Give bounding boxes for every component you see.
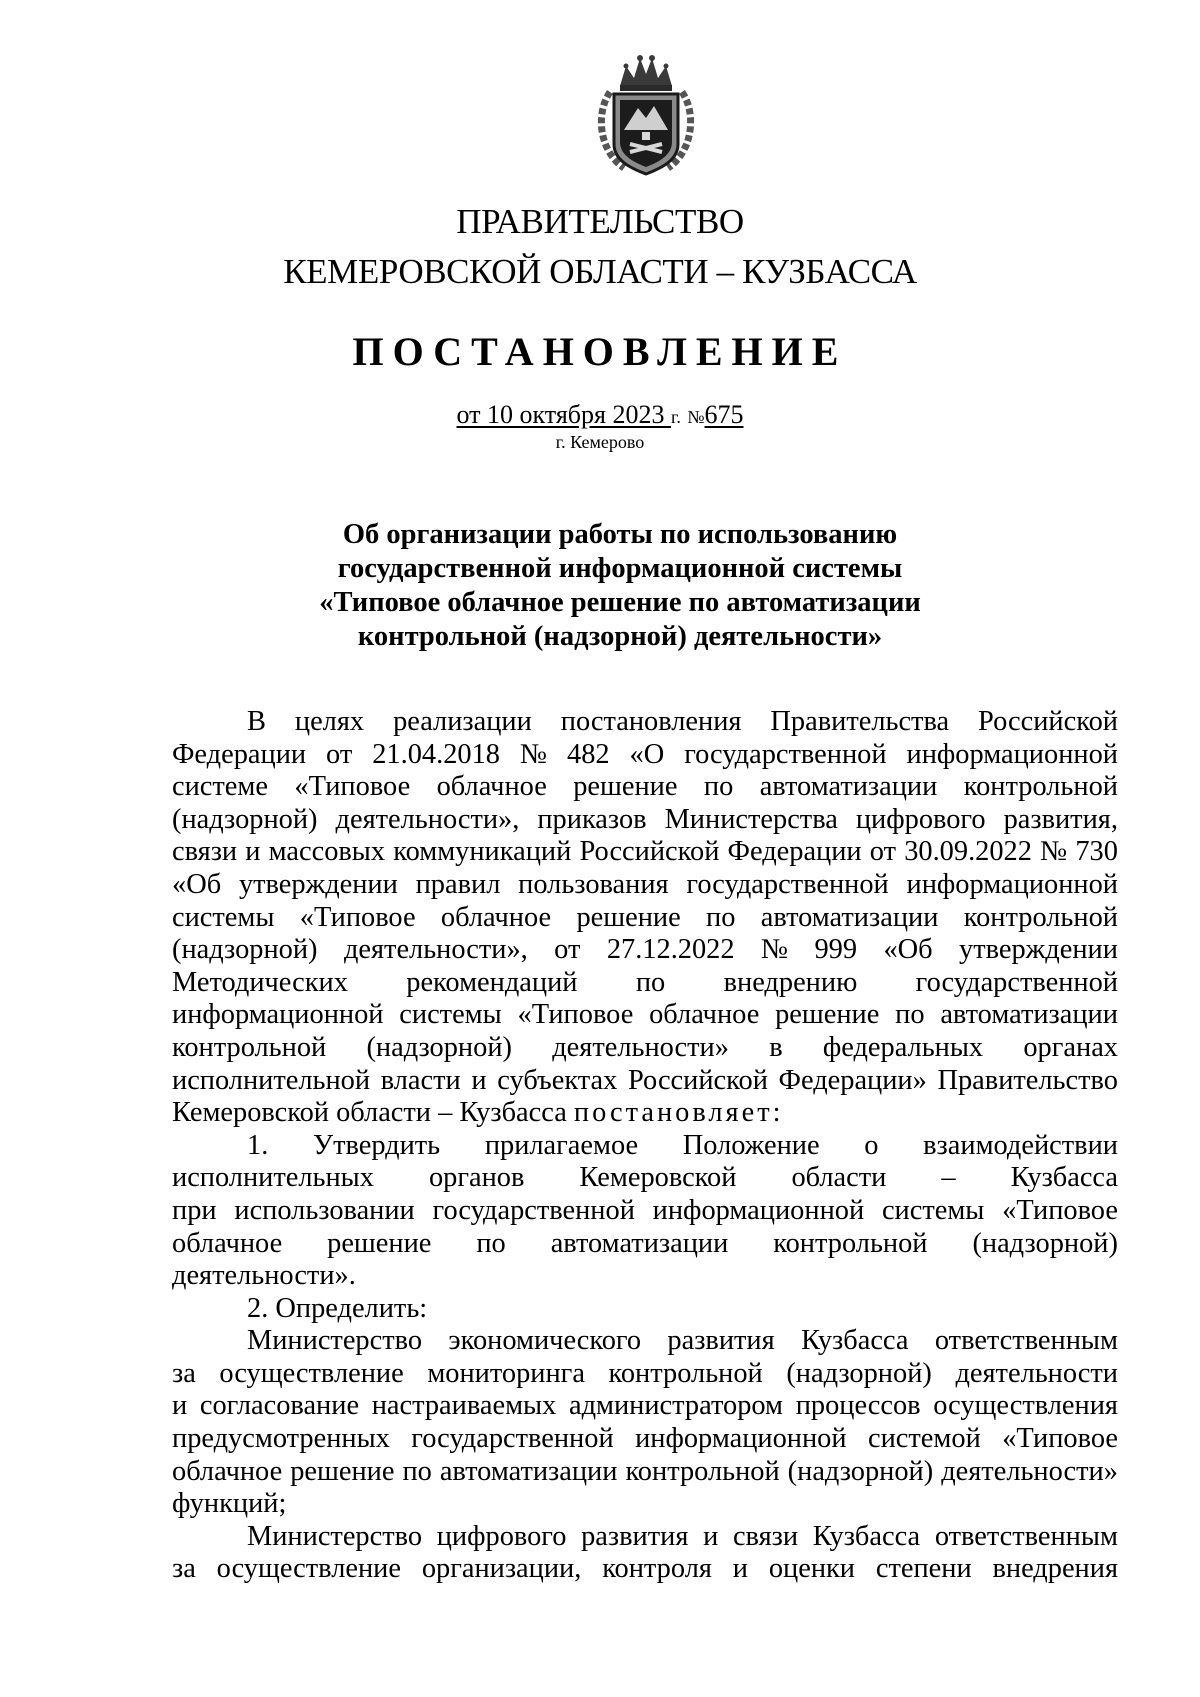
word: Федерации: [727, 836, 862, 868]
date-number-line: [0, 400, 1200, 430]
word: экономического: [448, 1325, 642, 1357]
word: внедрению: [723, 966, 858, 998]
word: решение: [576, 901, 681, 933]
word: и: [703, 1520, 719, 1552]
word: цифрового: [436, 1520, 567, 1552]
word: государственной: [411, 1423, 614, 1455]
word: «Об: [172, 868, 222, 900]
word: деятельности: [955, 1357, 1118, 1389]
word: 482: [567, 738, 610, 770]
org-name-line1: ПРАВИТЕЛЬСТВО: [456, 202, 744, 241]
word: системы: [399, 999, 502, 1031]
word: мониторинга: [427, 1357, 585, 1389]
word: прилагаемое: [484, 1129, 639, 1161]
spaced-verb: постановляет:: [573, 1097, 784, 1129]
word: Российской: [978, 706, 1118, 737]
text-line: [172, 1390, 1118, 1423]
word: взаимодействии: [923, 1129, 1118, 1161]
word: решение: [573, 771, 678, 803]
word: Кузбасса: [1010, 1162, 1118, 1194]
word: и: [732, 1553, 748, 1585]
word: использовании: [234, 1194, 415, 1226]
word: Кемеровской: [579, 1162, 737, 1194]
word: ответственным: [934, 1325, 1118, 1357]
word: о: [864, 1129, 879, 1161]
decree-subject: [300, 518, 940, 654]
word: Министерства: [664, 803, 838, 835]
word: развития: [667, 1325, 775, 1357]
word: осуществление: [219, 1357, 404, 1389]
word: 21.04.2018: [372, 738, 500, 770]
paragraph-item-1: [172, 1130, 1118, 1293]
word: от: [869, 836, 897, 868]
word: государственной: [432, 1194, 635, 1226]
word: (надзорной): [786, 1357, 932, 1389]
word: контрольной: [963, 901, 1118, 933]
word: коммуникаций: [393, 836, 572, 868]
word: и: [245, 836, 261, 868]
word: исполнительных: [172, 1162, 374, 1194]
text-line: [172, 1358, 1118, 1391]
word: автоматизации: [439, 1455, 618, 1487]
word: Министерство: [247, 1520, 423, 1552]
word: 999: [814, 934, 858, 966]
word: автоматизации: [550, 1227, 729, 1259]
word: «Типовое: [1002, 1194, 1118, 1226]
word: «Типовое: [299, 901, 416, 933]
word: автоматизации: [759, 771, 938, 803]
word: информационной: [172, 999, 384, 1031]
decree-body: [172, 706, 1118, 1586]
word: автоматизации: [760, 901, 939, 933]
word: системы: [881, 1194, 985, 1226]
text-line: [172, 1065, 1118, 1098]
word: контрольной: [608, 1357, 763, 1389]
word: утверждении: [959, 934, 1118, 966]
number-sign: №: [687, 407, 705, 427]
word: по: [706, 901, 736, 933]
word: деятельности»,: [343, 934, 528, 966]
text-line: [172, 967, 1118, 1000]
word: облачное: [436, 771, 547, 803]
word: решение: [327, 1227, 432, 1259]
word: и: [471, 1064, 487, 1096]
word: №: [760, 934, 789, 966]
word: субъектах: [497, 1064, 618, 1096]
word: по: [703, 771, 734, 803]
text-line: [172, 869, 1118, 902]
word: информационной: [635, 1423, 847, 1455]
word: Министерство: [247, 1325, 423, 1357]
paragraph-ministry-economic: [172, 1325, 1118, 1521]
word: деятельности»,: [335, 803, 520, 835]
word: облачное: [172, 1227, 283, 1259]
text-line: функций;: [172, 1488, 287, 1520]
text-line: Кемеровской области – Кузбасса постановляет:: [172, 1097, 784, 1129]
decree-date: от 10 октября 2023: [456, 400, 671, 429]
text-line: 2. Определить:: [247, 1292, 428, 1324]
word: облачное: [172, 1455, 283, 1487]
word: постановления: [560, 706, 742, 737]
word: контрольной: [963, 771, 1118, 803]
word: Кузбасса: [801, 1325, 909, 1357]
word: цифрового: [855, 803, 986, 835]
paragraph-ministry-digital: [172, 1521, 1118, 1586]
word: настраиваемых: [371, 1390, 557, 1422]
word: по: [895, 999, 925, 1031]
word: облачное: [440, 901, 552, 933]
coat-of-arms-icon: [590, 52, 702, 180]
word: целях: [294, 706, 365, 737]
word: по: [476, 1227, 506, 1259]
word: согласование: [199, 1390, 360, 1422]
subject-line: контрольной (надзорной) деятельности»: [357, 621, 883, 652]
word: за: [172, 1357, 196, 1389]
word: государственной: [684, 738, 887, 770]
text-line: [172, 1195, 1118, 1228]
word: контроля: [602, 1553, 712, 1585]
word: 27.12.2022: [606, 934, 735, 966]
text-line: [172, 1553, 1118, 1586]
word: системе: [172, 771, 268, 803]
word: (надзорной): [366, 1031, 512, 1063]
org-name-line2: КЕМЕРОВСКОЙ ОБЛАСТИ – КУЗБАССА: [283, 252, 917, 291]
word: органов: [428, 1162, 525, 1194]
word: №: [519, 738, 548, 770]
word: по: [635, 966, 666, 998]
word: деятельности»: [941, 1455, 1118, 1487]
text-line: [172, 1228, 1118, 1261]
word: федеральных: [822, 1031, 984, 1063]
word: развития,: [1003, 803, 1118, 835]
word: решение: [290, 1455, 395, 1487]
word: решение: [775, 999, 880, 1031]
word: от: [326, 738, 353, 770]
text-line: [172, 804, 1118, 837]
word: реализации: [393, 706, 532, 737]
word: Правительство: [937, 1064, 1118, 1096]
word: контрольной: [773, 1227, 928, 1259]
word: массовых: [268, 836, 386, 868]
text-line: [172, 836, 1118, 869]
word: автоматизации: [940, 999, 1118, 1031]
word: процессов: [795, 1390, 921, 1422]
word: (надзорной): [172, 803, 318, 835]
word: оценки: [768, 1553, 855, 1585]
word: Положение: [682, 1129, 820, 1161]
word: (надзорной): [972, 1227, 1118, 1259]
word: «Типовое: [517, 999, 634, 1031]
word: 30.09.2022: [904, 836, 1032, 868]
text-line: [172, 739, 1118, 772]
text-line: [172, 1423, 1118, 1456]
word: Российской: [579, 836, 720, 868]
word: в: [769, 1031, 783, 1063]
word: осуществления: [933, 1390, 1118, 1422]
word: Кузбасса: [812, 1520, 921, 1552]
text-line: [172, 771, 1118, 804]
word: государственной: [915, 966, 1118, 998]
word: «Типовое: [294, 771, 411, 803]
year-suffix: г.: [670, 407, 681, 427]
paragraph-preamble: [172, 706, 1118, 1130]
word: связи: [172, 836, 238, 868]
word: 730: [1075, 836, 1118, 868]
word: «Об: [883, 934, 933, 966]
word: правил: [415, 868, 501, 900]
word: №: [1040, 836, 1068, 868]
word: Федерации»: [778, 1064, 927, 1096]
text-line: [172, 706, 1118, 739]
word: Методических: [172, 966, 348, 998]
word: органах: [1023, 1031, 1118, 1063]
word: государственной: [686, 868, 889, 900]
word: связи: [732, 1520, 799, 1552]
word: области: [791, 1162, 887, 1194]
document-type-title: ПОСТАНОВЛЕНИЕ: [352, 329, 848, 374]
text-line: [172, 1325, 1118, 1358]
word: «О: [629, 738, 665, 770]
word: пользования: [518, 868, 669, 900]
word: облачное: [649, 999, 760, 1031]
word: 1.: [247, 1129, 269, 1161]
text-line: [172, 1521, 1118, 1554]
word: системы: [172, 901, 275, 933]
text-line: [172, 934, 1118, 967]
text-line: [172, 902, 1118, 935]
word: степени: [875, 1553, 972, 1585]
decree-number: 675: [704, 400, 744, 429]
word: информационной: [906, 868, 1118, 900]
subject-line: Об организации работы по использованию: [342, 519, 898, 550]
word: рекомендаций: [406, 966, 578, 998]
word: развития: [581, 1520, 689, 1552]
word: системой: [868, 1423, 981, 1455]
word: (надзорной): [172, 934, 318, 966]
word: контрольной: [625, 1455, 780, 1487]
word: Утвердить: [312, 1129, 441, 1161]
text-line: [172, 999, 1118, 1032]
word: «Типовое: [1002, 1423, 1118, 1455]
word: Федерации: [172, 738, 307, 770]
word: осуществление: [216, 1553, 401, 1585]
word: исполнительной: [172, 1064, 371, 1096]
word: предусмотренных: [172, 1423, 390, 1455]
text-line: [172, 1130, 1118, 1163]
city-line: г. Кемерово: [555, 432, 645, 452]
word: ответственным: [934, 1520, 1118, 1552]
word: деятельности»: [552, 1031, 729, 1063]
word: приказов: [537, 803, 647, 835]
word: информационной: [906, 738, 1118, 770]
subject-line: «Типовое облачное решение по автоматизации: [319, 587, 921, 618]
word: информационной: [652, 1194, 865, 1226]
text-line: [172, 1162, 1118, 1195]
word: при: [172, 1194, 217, 1226]
word: утверждении: [238, 868, 398, 900]
word: организации,: [421, 1553, 582, 1585]
text-line: [172, 1456, 1118, 1489]
word: –: [941, 1162, 956, 1194]
word: от: [554, 934, 581, 966]
text-line: [172, 1032, 1118, 1065]
paragraph-item-2: [172, 1293, 1118, 1326]
subject-line: государственной информационной системы: [337, 553, 903, 584]
word: Российской: [627, 1064, 768, 1096]
text-line: деятельности».: [172, 1260, 356, 1292]
word: контрольной: [172, 1031, 327, 1063]
word: Правительства: [770, 706, 950, 737]
word: и: [172, 1390, 188, 1422]
word: (надзорной): [787, 1455, 934, 1487]
word: власти: [380, 1064, 461, 1096]
word: администратором: [568, 1390, 784, 1422]
word: по: [402, 1455, 432, 1487]
word: В: [247, 706, 266, 737]
word: за: [172, 1553, 196, 1585]
word: внедрения: [992, 1553, 1118, 1585]
